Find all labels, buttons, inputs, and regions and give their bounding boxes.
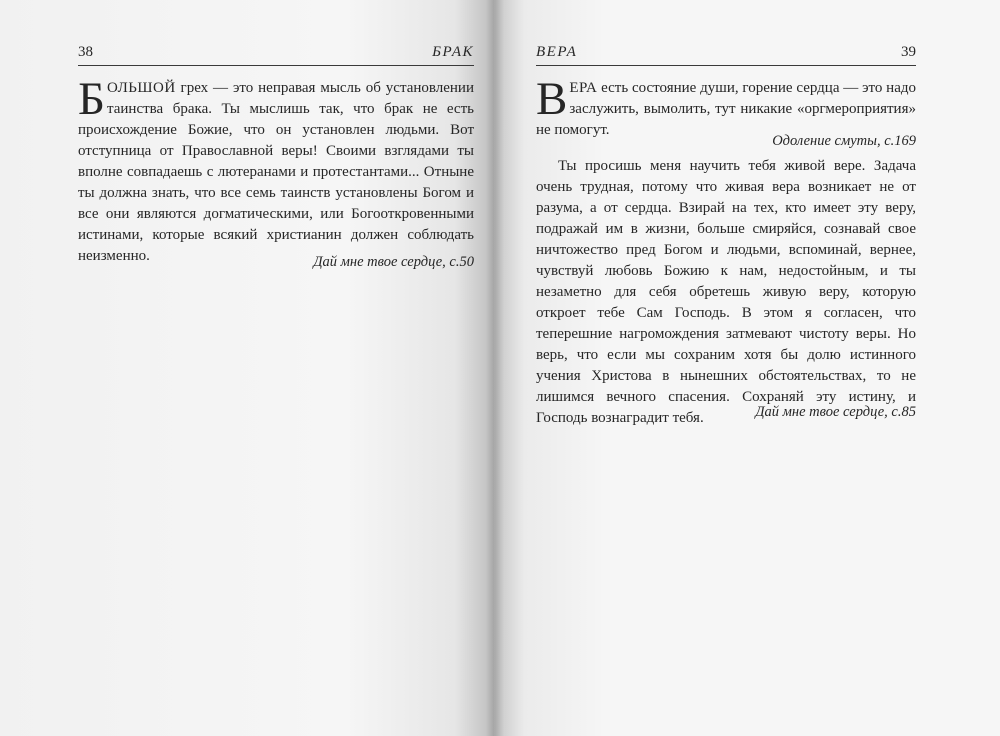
running-head: ВЕРА (536, 44, 578, 60)
drop-cap: Б (78, 73, 105, 125)
citation: Дай мне твое сердце, с.85 (755, 404, 916, 420)
left-page-header (78, 44, 474, 66)
header-rule (536, 65, 916, 66)
citation: Дай мне твое сердце, с.50 (313, 254, 474, 270)
drop-cap: В (536, 73, 568, 125)
entry-body: грех — это неправая мысль об установлении таинства брака. Ты мыслишь так, что брак не есть происхождение Божие, что он установлен людьми. Вот отступница от Православной веры! Своими взглядами ты вполне совпадаешь с лютеранами и протестантами... Отныне ты должна знать, что все семь таинств установлены Богом и все они являются догматическими, или Богооткровенными истинами, которые всякий христианин должен соблюдать неизменно. (78, 80, 474, 264)
lead-word: ОЛЬШОЙ (107, 80, 176, 96)
page-number: 39 (901, 44, 916, 60)
lead-word: ЕРА (569, 80, 598, 96)
page-number: 38 (78, 44, 93, 60)
book-gutter (486, 0, 504, 736)
paragraph: Ты просишь меня научить тебя живой вере. Задача очень трудная, потому что живая вера возникает не от разума, а от сердца. Взирай на тех, кто имеет эту веру, подражай им в жизни, больше смиряйся, сознавай свое ничтожество пред Богом и людьми, вспоминай, вернее, чувствуй любовь Божию к нам, недостойным, и ты незаметно для себя обретешь живую веру, которую откроет тебе Сам Господь. В этом я согласен, что теперешние нагромождения затмевают чистоту веры. Но верь, что если мы сохраним хотя бы долю истинного учения Христова в нынешних обстоятельствах, то не лишимся вечного спасения. Сохраняй эту истину, и Господь вознаградит тебя. (536, 158, 916, 426)
right-entry-text (536, 73, 916, 141)
left-entry-text (78, 73, 474, 267)
entry-body: есть состояние души, горение сердца — это надо заслужить, вымолить, тут никакие «оргмероприятия» не помогут. (536, 80, 916, 138)
citation: Одоление смуты, с.169 (772, 133, 916, 149)
header-rule (78, 65, 474, 66)
right-page-header (536, 44, 916, 66)
running-head: БРАК (432, 44, 474, 60)
right-paragraph-2 (536, 156, 916, 429)
